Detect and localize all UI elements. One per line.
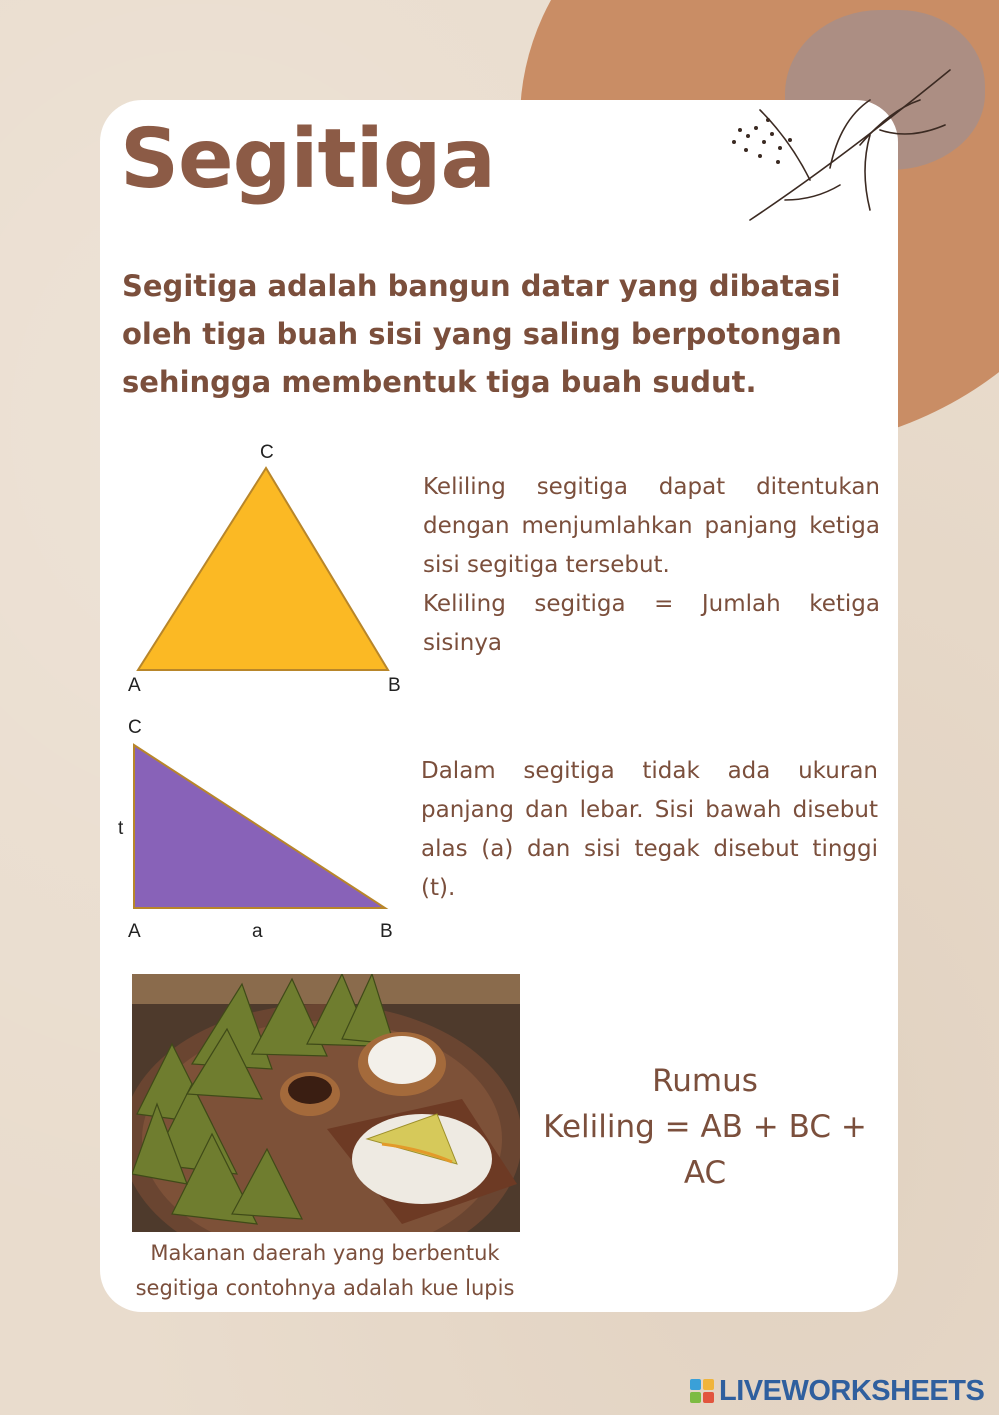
brand-name: LIVEWORKSHEETS <box>719 1374 985 1407</box>
right-triangle-figure <box>110 710 420 950</box>
vertex-label-b: B <box>388 675 401 696</box>
photo-caption: Makanan daerah yang berbentuk segitiga contohnya adalah kue lupis <box>135 1241 515 1300</box>
intro-definition: Segitiga adalah bangun datar yang dibatasi oleh tiga buah sisi yang saling berpotongan sehingga membentuk tiga buah sudut. <box>122 269 842 399</box>
vertex-label-a: A <box>128 675 141 696</box>
perimeter-definition: Keliling segitiga = Jumlah ketiga sisinya <box>423 591 880 656</box>
height-label: t <box>118 818 124 839</box>
perimeter-explanation: Keliling segitiga dapat ditentukan dengan menjumlahkan panjang ketiga sisi segitiga tersebut. <box>423 474 880 578</box>
triangle-abc-figure <box>120 435 420 700</box>
liveworksheets-logo-icon <box>690 1379 714 1403</box>
vertex-label-c: C <box>260 442 274 463</box>
vertex-label-b: B <box>380 921 393 942</box>
liveworksheets-brand[interactable] <box>690 1373 984 1409</box>
vertex-label-c: C <box>128 717 142 738</box>
vertex-label-a: A <box>128 921 141 942</box>
formula-expression: Keliling = AB + BC + AC <box>543 1109 867 1191</box>
formula-heading: Rumus <box>652 1063 758 1099</box>
base-label: a <box>252 921 263 942</box>
triangle-abc-shape <box>138 468 388 670</box>
kue-lupis-photo <box>132 974 520 1232</box>
right-triangle-shape <box>134 745 385 908</box>
leaf-branch-icon <box>720 50 960 230</box>
base-height-explanation: Dalam segitiga tidak ada ukuran panjang dan lebar. Sisi bawah disebut alas (a) dan sisi tegak disebut tinggi (t). <box>421 758 878 901</box>
formula-block <box>525 1058 885 1196</box>
page-title: Segitiga <box>120 112 495 207</box>
